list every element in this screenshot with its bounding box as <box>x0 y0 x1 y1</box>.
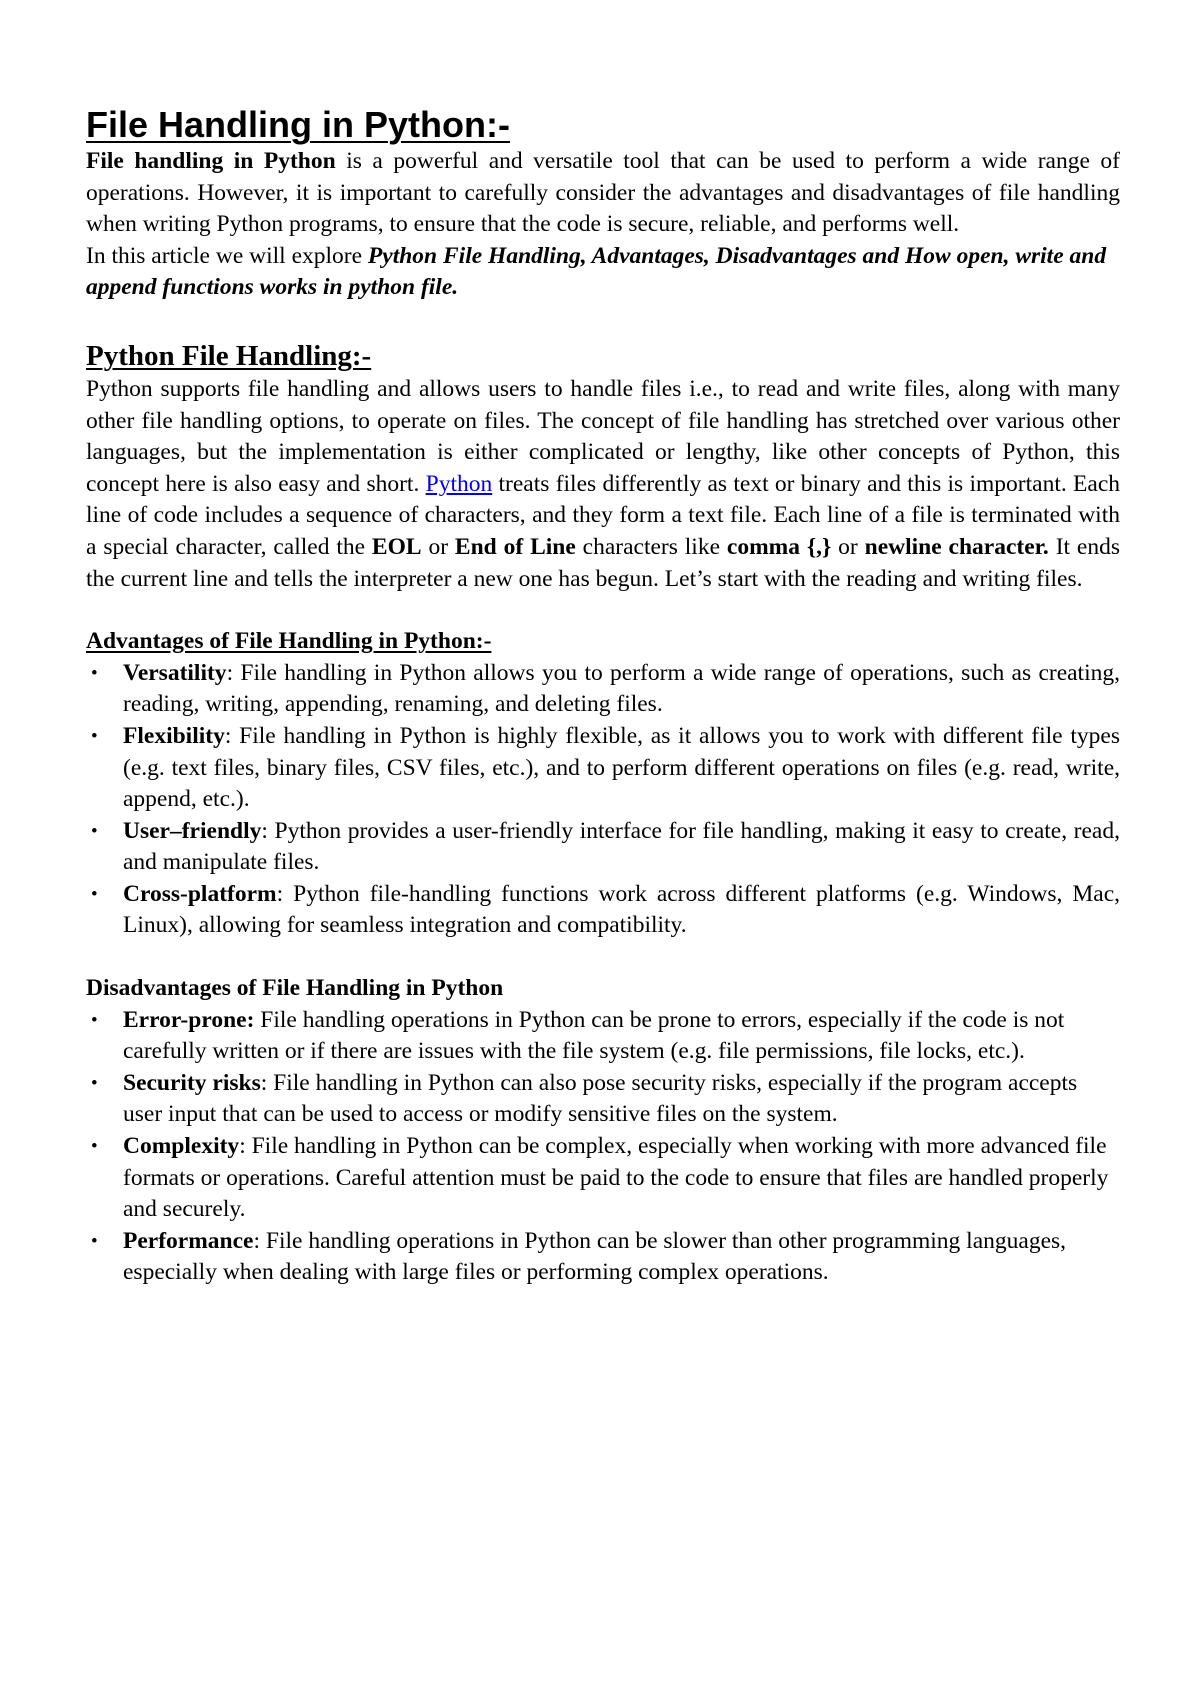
pfh-bold-comma: comma {,} <box>726 533 832 560</box>
advantage-text: : Python provides a user-friendly interface for file handling, making it easy to create, read, and manipulate files. <box>123 817 1120 876</box>
intro-bold-term: File handling in Python <box>86 148 336 174</box>
pfh-text-6: It ends the current line and tells the interpreter a new one has begun. Let’s start with the reading and writing files. <box>86 533 1121 592</box>
section-heading-python-file-handling: Python File Handling:- <box>86 339 372 372</box>
disadvantage-term: Performance <box>123 1227 254 1254</box>
disadvantages-heading: Disadvantages of File Handling in Python <box>86 975 504 1002</box>
pfh-text-1: Python supports file handling and allows users to handle files i.e., to read and write files, along with many other file handling options, to operate on files. The concept of file handling has stretched over various other languages, but the implementation is either complicated or lengthy, like other concepts of Python, this concept here is also easy and short. <box>86 375 1120 497</box>
advantages-heading: Advantages of File Handling in Python:- <box>86 628 492 655</box>
bullet-icon: • <box>91 820 98 842</box>
pfh-text-4: characters like <box>575 533 727 560</box>
bullet-icon: • <box>91 725 98 747</box>
bullet-icon: • <box>91 1009 98 1031</box>
list-item <box>86 1131 1120 1226</box>
bullet-icon: • <box>91 1072 98 1094</box>
advantage-text: : Python file-handling functions work across different platforms (e.g. Windows, Mac, Linux), allowing for seamless integration and compatibility. <box>123 880 1120 939</box>
intro-paragraph <box>86 146 1120 241</box>
page-title: File Handling in Python:- <box>86 104 510 145</box>
advantage-term: Flexibility <box>123 722 225 749</box>
intro-article-paragraph <box>86 241 1120 304</box>
list-item <box>86 1068 1120 1131</box>
advantage-term: Versatility <box>123 659 227 686</box>
document-page <box>86 104 1120 1289</box>
disadvantage-term: Security risks <box>123 1069 261 1096</box>
pfh-text-3: or <box>421 533 455 560</box>
list-item <box>86 879 1120 942</box>
advantages-list <box>86 658 1120 942</box>
list-item <box>86 658 1120 721</box>
intro-article-lead: In this article we will explore <box>86 242 368 269</box>
intro-article-topics: Python File Handling, Advantages, Disadvantages and How open, write and append functions works in python file. <box>86 242 1107 301</box>
bullet-icon: • <box>91 1230 98 1252</box>
disadvantage-term: Error-prone: <box>123 1006 255 1033</box>
python-file-handling-paragraph <box>86 374 1120 595</box>
pfh-bold-end-of-line: End of Line <box>454 533 576 560</box>
list-item <box>86 721 1120 816</box>
disadvantage-text: : File handling in Python can also pose security risks, especially if the program accepts user input that can be used to access or modify sensitive files on the system. <box>123 1069 1078 1128</box>
advantage-term: User–friendly <box>123 817 262 844</box>
advantage-text: : File handling in Python is highly flexible, as it allows you to work with different file types (e.g. text files, binary files, CSV files, etc.), and to perform different operations on files (e.g. read, write, append, etc.). <box>123 722 1120 813</box>
advantage-term: Cross-platform <box>123 880 277 907</box>
pfh-bold-eol: EOL <box>371 533 422 560</box>
pfh-bold-newline: newline character. <box>864 533 1049 560</box>
bullet-icon: • <box>91 1136 98 1158</box>
intro-text: is a powerful and versatile tool that can be used to perform a wide range of operations. However, it is important to carefully consider the advantages and disadvantages of file handling when writing Python programs, to ensure that the code is secure, reliable, and performs well. <box>86 148 1120 238</box>
python-link[interactable]: Python <box>425 470 493 497</box>
list-item <box>86 1005 1120 1068</box>
disadvantage-text: File handling operations in Python can be prone to errors, especially if the code is not carefully written or if there are issues with the file system (e.g. file permissions, file locks, etc.). <box>123 1006 1065 1065</box>
list-item <box>86 816 1120 879</box>
list-item <box>86 1226 1120 1289</box>
bullet-icon: • <box>91 883 98 905</box>
disadvantages-list <box>86 1005 1120 1289</box>
bullet-icon: • <box>91 662 98 684</box>
pfh-text-5: or <box>831 533 865 560</box>
disadvantage-text: : File handling operations in Python can be slower than other programming languages, especially when dealing with large files or performing complex operations. <box>123 1227 1067 1286</box>
pfh-text-2: treats files differently as text or binary and this is important. Each line of code includes a sequence of characters, and they form a text file. Each line of a file is terminated with a special character, called the <box>86 470 1120 560</box>
advantage-text: : File handling in Python allows you to perform a wide range of operations, such as creating, reading, writing, appending, renaming, and deleting files. <box>123 659 1120 718</box>
disadvantage-text: : File handling in Python can be complex, especially when working with more advanced file formats or operations. Careful attention must be paid to the code to ensure that files are handled properly and securely. <box>123 1133 1109 1223</box>
disadvantage-term: Complexity <box>123 1133 240 1160</box>
